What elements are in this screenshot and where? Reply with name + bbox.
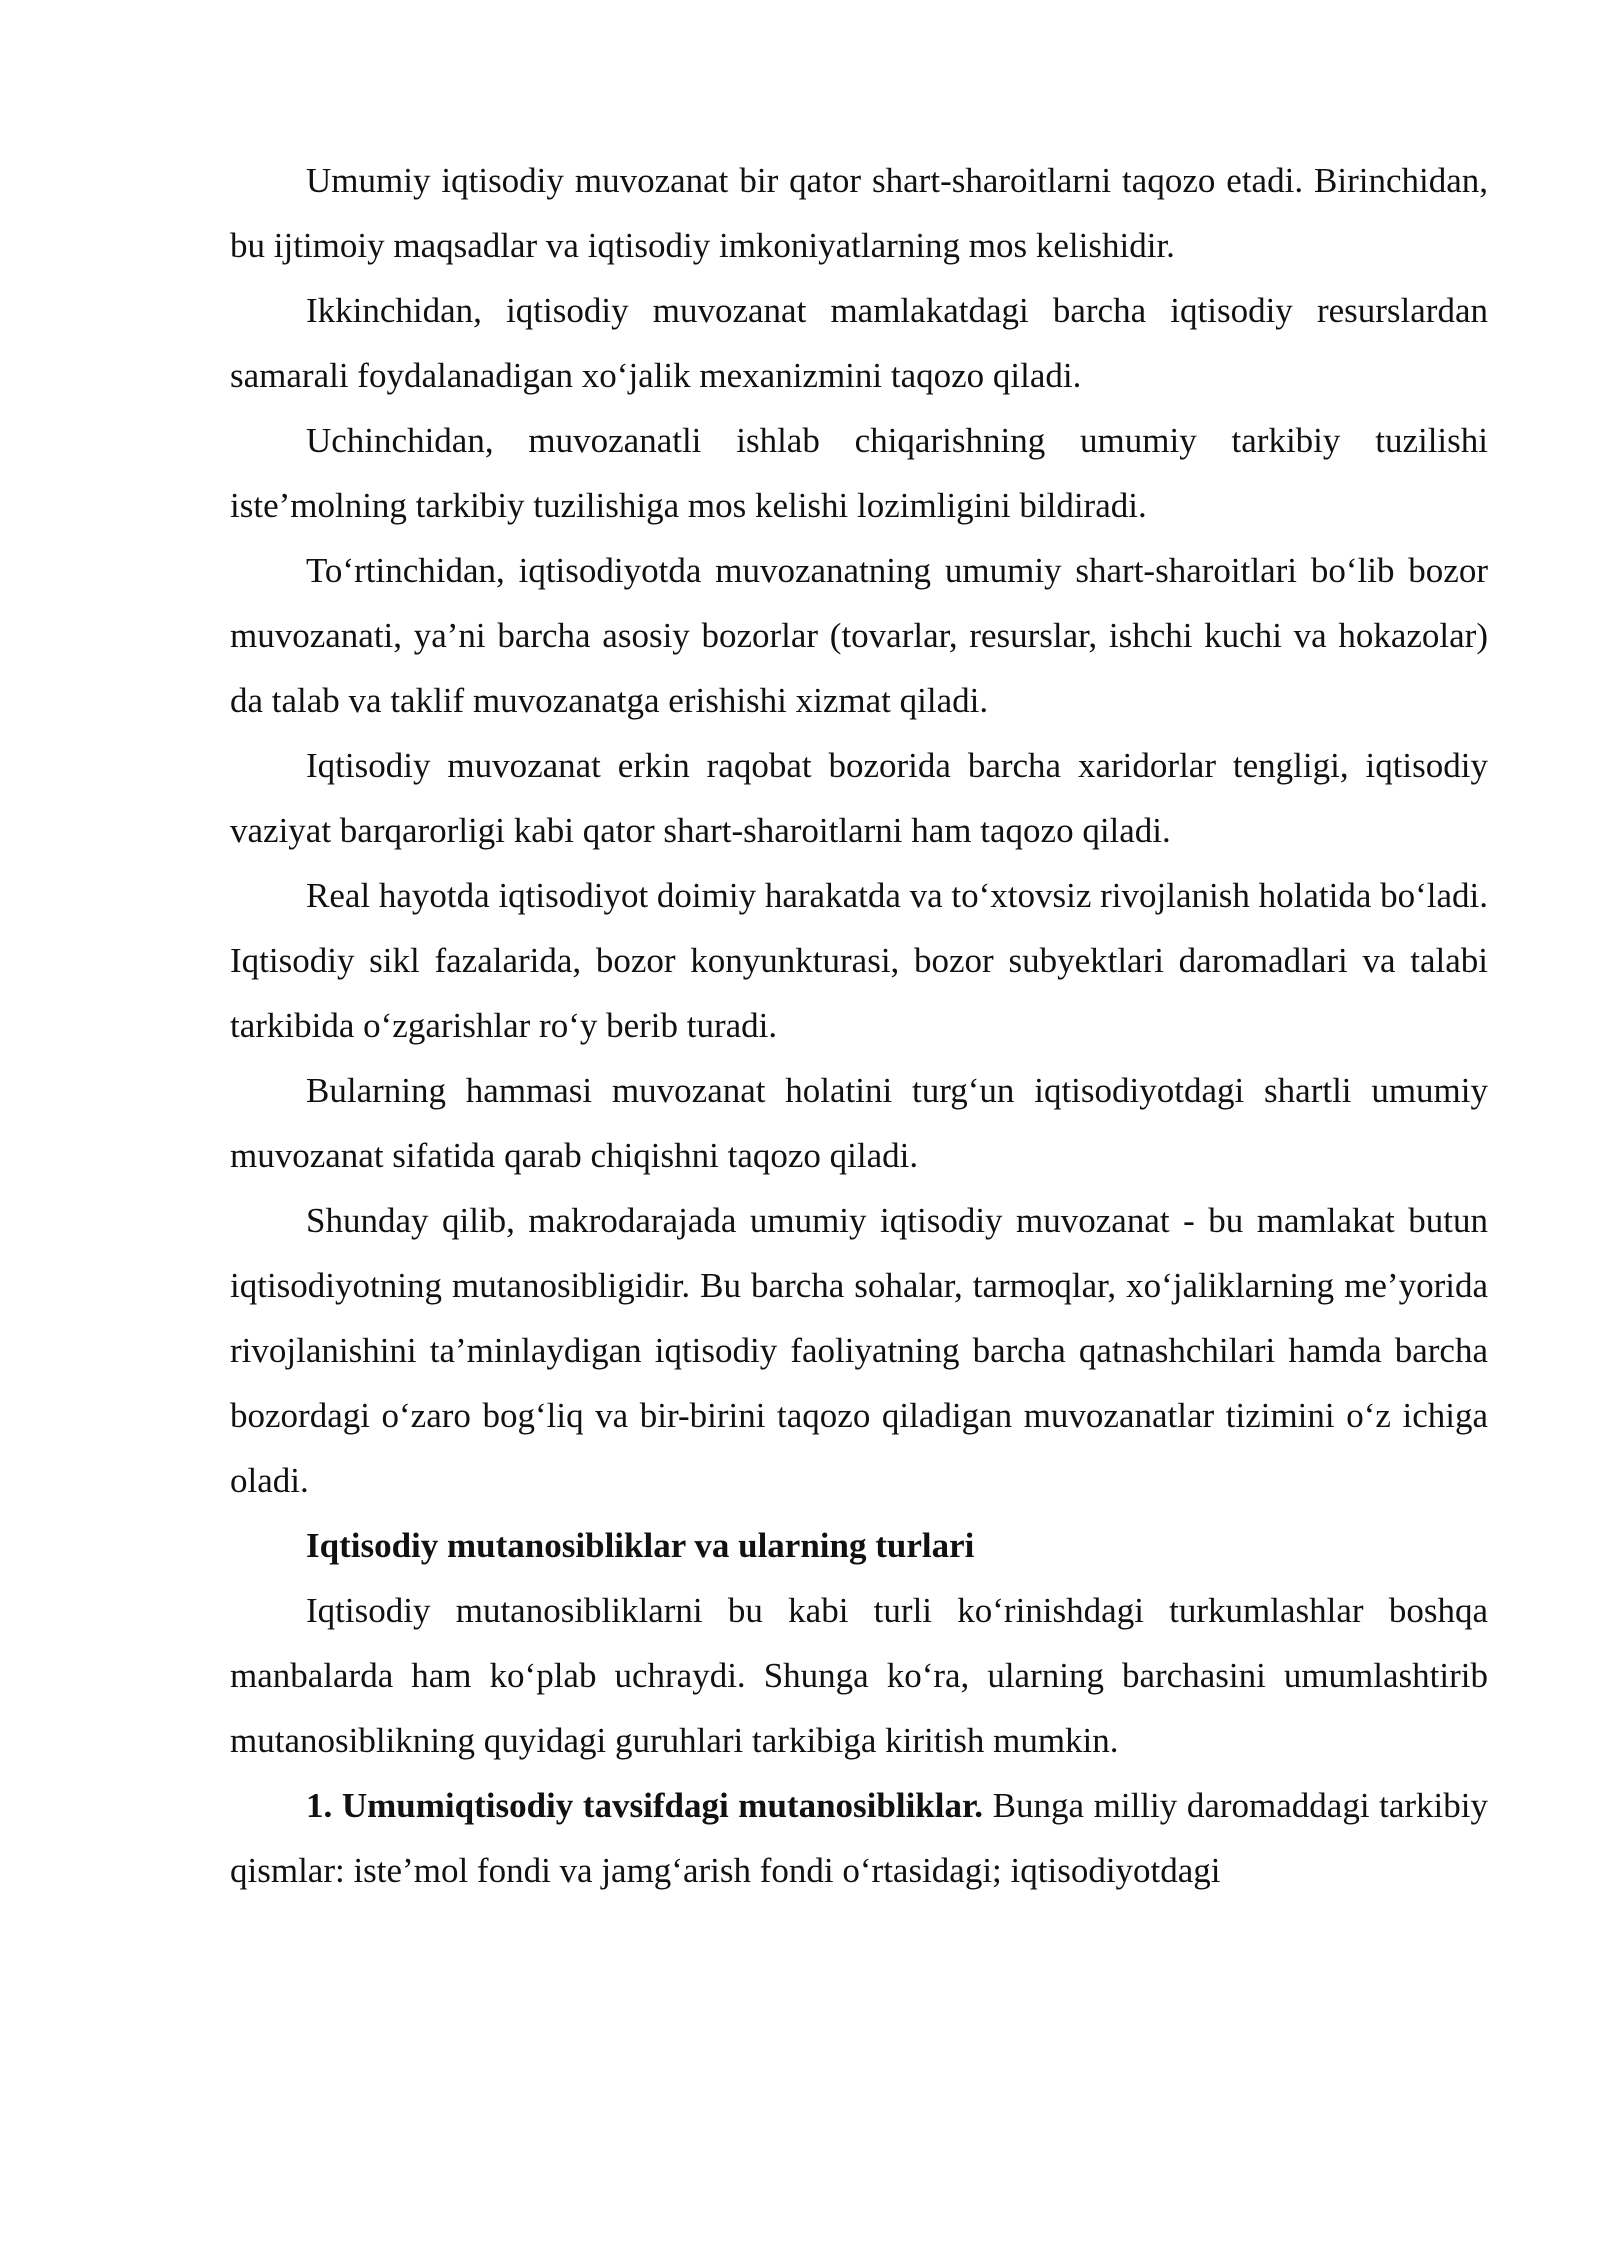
list-item-1-text: Bunga milliy daromaddagi tarkibiy qismlar: iste’mol fondi va jamg‘arish fondi o‘rtasidagi; iqtisodiyotdagi — [230, 1786, 1488, 1890]
paragraph-1: Umumiy iqtisodiy muvozanat bir qator shart-sharoitlarni taqozo etadi. Birinchidan, bu ijtimoiy maqsadlar va iqtisodiy imkoniyatlarning mos kelishidir. — [230, 161, 1488, 265]
paragraph-7: Bularning hammasi muvozanat holatini turg‘un iqtisodiyotdagi shartli umumiy muvozanat sifatida qarab chiqishni taqozo qiladi. — [230, 1071, 1488, 1175]
paragraph-2: Ikkinchidan, iqtisodiy muvozanat mamlakatdagi barcha iqtisodiy resurslardan samarali foydalanadigan xo‘jalik mexanizmini taqozo qiladi. — [230, 291, 1488, 395]
list-item-1-title: 1. Umumiqtisodiy tavsifdagi mutanosibliklar. — [306, 1786, 984, 1825]
paragraph-4: To‘rtinchidan, iqtisodiyotda muvozanatning umumiy shart-sharoitlari bo‘lib bozor muvozanati, ya’ni barcha asosiy bozorlar (tovarlar, resurslar, ishchi kuchi va hokazolar) da talab va taklif muvozanatga erishishi xizmat qiladi. — [230, 551, 1488, 720]
document-body — [230, 148, 1488, 1903]
list-item-1 — [230, 1773, 1488, 1903]
paragraph-6: Real hayotda iqtisodiyot doimiy harakatda va to‘xtovsiz rivojlanish holatida bo‘ladi. Iqtisodiy sikl fazalarida, bozor konyunkturasi, bozor subyektlari daromadlari va talabi tarkibida o‘zgarishlar ro‘y berib turadi. — [230, 876, 1488, 1045]
section-intro: Iqtisodiy mutanosibliklarni bu kabi turli ko‘rinishdagi turkumlashlar boshqa manbalarda ham ko‘plab uchraydi. Shunga ko‘ra, ularning barchasini umumlashtirib mutanosiblikning quyidagi guruhlari tarkibiga kiritish mumkin. — [230, 1591, 1488, 1760]
paragraph-3: Uchinchidan, muvozanatli ishlab chiqarishning umumiy tarkibiy tuzilishi iste’molning tarkibiy tuzilishiga mos kelishi lozimligini bildiradi. — [230, 421, 1488, 525]
paragraph-8: Shunday qilib, makrodarajada umumiy iqtisodiy muvozanat - bu mamlakat butun iqtisodiyotning mutanosibligidir. Bu barcha sohalar, tarmoqlar, xo‘jaliklarning me’yorida rivojlanishini ta’minlaydigan iqtisodiy faoliyatning barcha qatnashchilari hamda barcha bozordagi o‘zaro bog‘liq va bir-birini taqozo qiladigan muvozanatlar tizimini o‘z ichiga oladi. — [230, 1201, 1488, 1500]
paragraph-5: Iqtisodiy muvozanat erkin raqobat bozorida barcha xaridorlar tengligi, iqtisodiy vaziyat barqarorligi kabi qator shart-sharoitlarni ham taqozo qiladi. — [230, 746, 1488, 850]
section-heading: Iqtisodiy mutanosibliklar va ularning turlari — [306, 1526, 975, 1565]
